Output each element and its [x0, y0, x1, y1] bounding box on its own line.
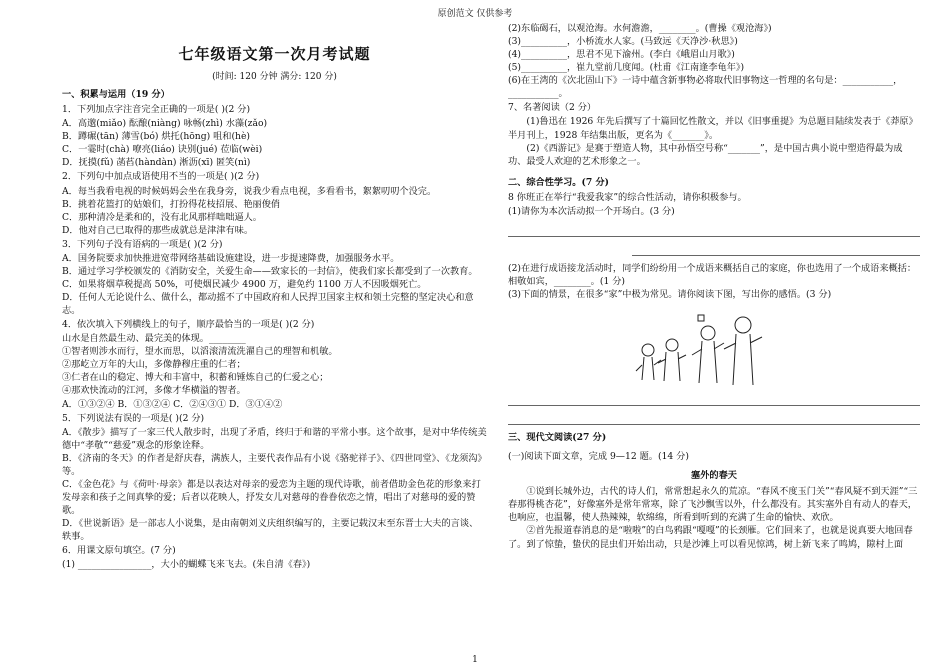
question-6: 6．用课文原句填空。(7 分) — [62, 545, 176, 557]
family-illustration — [508, 305, 920, 387]
q6-blank-4: (4)__________，思君不见下渝州。(李白《峨眉山月歌》) — [508, 49, 735, 61]
q4-item-3: ③仁者在山的稳定、博大和丰富中，积蓄和锤炼自己的仁爱之心； — [62, 372, 329, 384]
q3-option-b: B．通过学习学校颁发的《消防安全，关爱生命——致家长的一封信》，使我们家长都受到了一次教育。 — [62, 265, 478, 277]
answer-line[interactable] — [508, 224, 920, 237]
q2-option-d: D．他对自己已取得的那些成就总是津津有味。 — [62, 224, 254, 236]
header-note: 原创范文 仅供参考 — [437, 9, 513, 19]
article-paragraph-1: ①说到长城外边，古代的诗人们，常常想起永久的荒凉。“春风不度玉门关”“春风疑不到天涯”“三春那得桃杏花”，好像塞外是常年常寒，除了飞沙飘雪以外，什么都没有。其实塞外自有动人的春天，也响应，也温馨，使人热辣辣，软绵绵，所看到听到的充满了生命的愉快、欢欣。 — [508, 486, 918, 524]
question-3: 3．下列句子没有语病的一项是( )(2 分) — [62, 238, 223, 250]
q6-blank-2: (2)东临碣石，以观沧海。水何澹澹，________。(曹操《观沧海》) — [508, 23, 772, 34]
reading-intro: (一)阅读下面文章，完成 9—12 题。(14 分) — [508, 451, 689, 463]
q7-part-2: (2)《西游记》是赛于塑造人物，其中孙悟空号称“_______”，是中国古典小说中塑造得最为成功、最受人欢迎的艺术形象之一。 — [508, 142, 903, 167]
answer-lines-2[interactable] — [508, 393, 920, 425]
answer-line[interactable] — [508, 393, 920, 406]
section-one-heading: 一、积累与运用（19 分） — [62, 89, 170, 101]
question-8: 8 你班正在举行“我爱我家”的综合性活动，请你积极参与。 — [508, 191, 747, 203]
q1-option-d: D．抚摸(fǔ) 菡萏(hàndàn) 淅沥(xī) 匿笑(nì) — [62, 157, 251, 169]
answer-lines-1[interactable] — [508, 224, 920, 256]
q6-blank-6: (6)在王湾的《次北固山下》一诗中蕴含新事物必将取代旧事物这一哲理的名句是：___________，___________。 — [508, 75, 903, 100]
q3-option-d: D．任何人无论说什么、做什么，都动摇不了中国政府和人民捍卫国家主权和领土完整的坚定决心和意志。 — [62, 292, 474, 317]
q5-option-c: C．《金色花》与《荷叶·母亲》都是以表达对母亲的爱恋为主题的现代诗歌，前者借助金色花的形象来打发母亲和孩子之间真挚的爱；后者以花映人，抒发女儿对慈母的眷眷依恋之情，唱出了对慈母的爱的赞歌。 — [62, 478, 481, 516]
exam-meta: (时间: 120 分钟 满分: 120 分) — [212, 72, 337, 83]
q3-option-c: C．如果将烟草税提高 50%，可使烟民减少 4900 万，避免约 1100 万人不因吸烟死亡。 — [62, 278, 427, 290]
q5-option-b: B．《济南的冬天》的作者是舒庆春，满族人，主要代表作品有小说《骆驼祥子》、《四世同堂》、《龙须沟》等。 — [62, 452, 487, 477]
q1-option-a: A．高邈(miǎo) 酝酿(niàng) 咏畅(zhì) 水藻(zǎo) — [62, 118, 268, 130]
page-number: 1 — [472, 655, 478, 665]
q2-option-b: B．挑着花篮打的姑娘们，打扮得花枝招展、艳丽俊俏 — [62, 198, 281, 210]
q4-stem: 山水是自然最生动、最完美的体现。________ — [62, 333, 246, 345]
family-illustration-icon — [628, 305, 778, 387]
question-7: 7、名著阅读（2 分） — [508, 102, 597, 114]
section-two-heading: 二、综合性学习。(7 分) — [508, 176, 609, 188]
q8-part-1: (1)请你为本次活动拟一个开场白。(3 分) — [508, 205, 675, 217]
question-2: 2．下列句中加点成语使用不当的一项是( )(2 分) — [62, 171, 260, 183]
q6-blank-3: (3)__________，小桥流水人家。(马致远《天净沙·秋思》) — [508, 36, 738, 48]
question-4: 4．依次填入下列横线上的句子，顺序最恰当的一项是( )(2 分) — [62, 319, 315, 331]
q4-item-4: ④那欢快流动的江河，多像才华横溢的智者。 — [62, 385, 246, 397]
q1-option-c: C．一霎时(chà) 嘹亮(liáo) 诀别(jué) 莅临(wèi) — [62, 144, 263, 156]
q6-blank-5: (5)__________，崔九堂前几度闻。(杜甫《江南逢李龟年》) — [508, 62, 745, 74]
question-1: 1．下列加点字注音完全正确的一项是( )(2 分) — [62, 104, 251, 116]
question-5: 5．下列说法有误的一项是( )(2 分) — [62, 412, 205, 424]
q5-option-d: D．《世说新语》是一部志人小说集，是由南朝刘义庆组织编写的，主要记载汉末至东晋士大夫的言谈、轶事。 — [62, 518, 479, 543]
q1-option-b: B．蹲碾(tān) 薄雪(bó) 烘托(hōng) 咀和(hè) — [62, 131, 250, 143]
q4-item-1: ①智者则涉水而行，望水而思，以滔滚清流洗濯自己的理智和机敏。 — [62, 346, 338, 358]
q3-option-a: A．国务院要求加快推进宽带网络基础设施建设，进一步提速降费，加强服务水平。 — [62, 252, 400, 264]
q8-part-3: (3)下面的情景，在很多“家”中极为常见。请你阅读下图，写出你的感悟。(3 分) — [508, 289, 832, 300]
article-paragraph-2: ②首先报道春消息的是“啦啦”的白鸟鸦跟“嘎嘎”的长颈雁。它们回来了，也就是说真要大地回春了。到了惊蛰，蛰伏的昆虫们开始出动，只是沙滩上可以看见惊鸿，树上新飞来了鸣鸠，隙村上面 — [508, 525, 913, 550]
right-column — [508, 22, 920, 551]
exam-title: 七年级语文第一次月考试题 — [178, 45, 371, 63]
q4-options: A．①③②④ B．①③②④ C．②④③① D．③①④② — [62, 398, 283, 410]
q8-part-2: (2)在进行成语接龙活动时，同学们纷纷用一个成语来概括自己的家庭，你也选用了一个成语来概括：相敬如宾，________。(1 分) — [508, 262, 917, 287]
answer-line[interactable] — [632, 243, 920, 256]
q7-part-1: (1)鲁迅在 1926 年先后撰写了十篇回忆性散文，并以《旧事重提》为总题目陆续发表于《莽原》半月刊上，1928 年结集出版，更名为《_______》。 — [508, 116, 918, 141]
q2-option-a: A．每当我看电视的时候妈妈会坐在我身旁，说我少看点电视，多看看书，絮絮叨叨个没完。 — [62, 185, 437, 197]
answer-line[interactable] — [508, 412, 920, 425]
left-column — [62, 22, 487, 571]
q6-blank-1: (1) ________________，大小的蝴蝶飞来飞去。(朱自清《春》) — [62, 559, 311, 571]
q5-option-a: A．《散步》描写了一家三代人散步时，出现了矛盾，终归于和谐的平常小事。这个故事，是对中华传统美德中“孝敬”“慈爱”观念的形象诠释。 — [62, 426, 487, 451]
article-title: 塞外的春天 — [691, 470, 737, 482]
section-three-heading: 三、现代文阅读(27 分) — [508, 432, 607, 444]
q4-item-2: ②那屹立万年的大山，多像静穆庄重的仁者； — [62, 359, 246, 371]
q2-option-c: C．那种清冷是柔和的，没有北风那样咄咄逼人。 — [62, 211, 262, 223]
